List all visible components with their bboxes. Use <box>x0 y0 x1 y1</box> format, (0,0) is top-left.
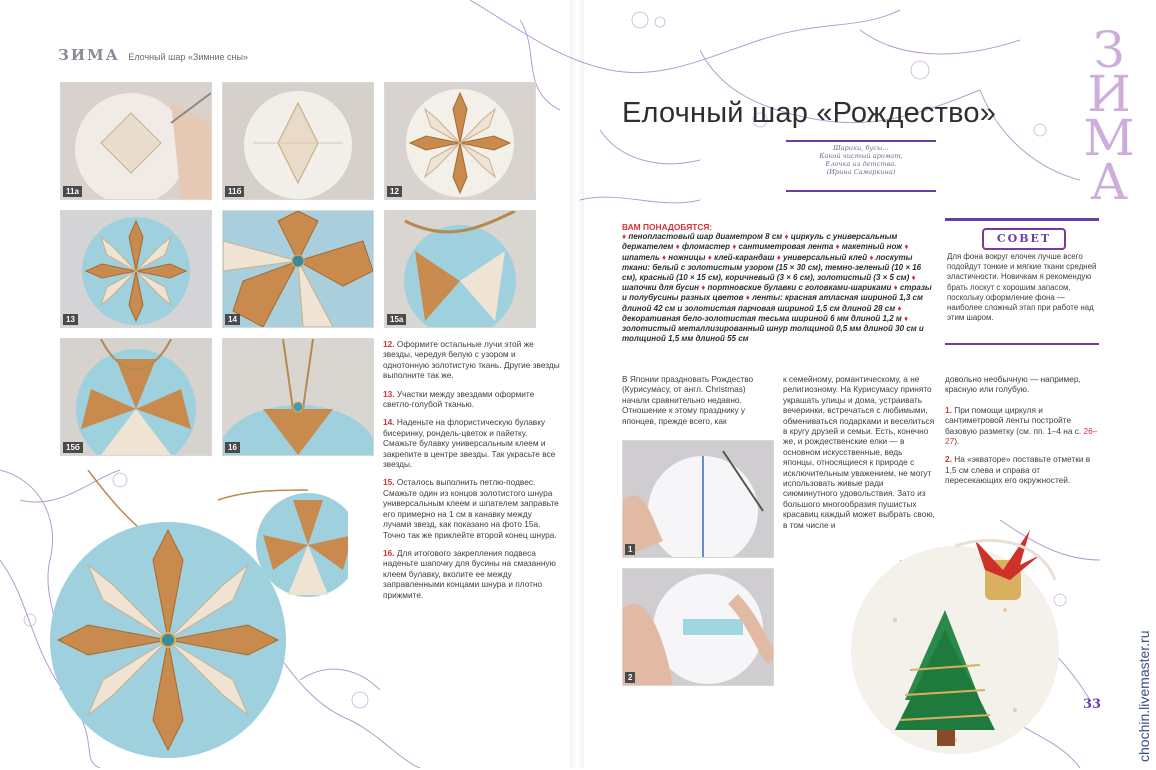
ball-illustration <box>385 211 535 327</box>
material-item: макетный нож <box>841 242 903 252</box>
step-photo-16 <box>222 338 374 456</box>
ball-illustration <box>223 83 373 199</box>
section-name: ЗИМА <box>58 46 120 64</box>
photo-number: 11а <box>63 186 82 197</box>
advice-text: Для фона вокруг елочек лучше всего подойдут тонкие и мягкие ткани средней эластичности. Новичкам я рекомендую брать лоскут с хорошим запасом, поскольку оформление фона — наиболее сложный этап при работе над этим шаром. <box>947 252 1097 323</box>
running-head-subtitle: Елочный шар «Зимние сны» <box>128 52 248 62</box>
photo-number: 2 <box>625 672 635 683</box>
photo-number: 15а <box>387 314 406 325</box>
intro-column-2: к семейному, романтическому, а не религиозному. На Курисумасу принято украшать улицы и дома, устраивать вечеринки, встречаться с любимыми, обмениваться подарками и веселиться в кругу друзей и семьи. Есть, конечно же, и рождественские елки — в основном искусственные, ведь японцы, относящиеся к природе с исключительным уважением, не могут использовать живые ради сиюминутного удовольствия. Зато из большого многообразия пушистых красавиц каждый может выбрать свою, в том числе и <box>783 374 935 530</box>
photo-number: 14 <box>225 314 240 325</box>
advice-bottom-rule <box>945 343 1099 345</box>
step-photo-15a <box>384 210 536 328</box>
step-item: 13. Участки между звездами оформите светло-голубой тканью. <box>383 388 535 410</box>
material-item: лоскуты ткани: белый с золотистым узором (15 × 30 см), темно-зеленый (10 × 16 см), красный (10 × 15 см), коричневый (3 × 6 см), золотистый (3 × 5 см) <box>622 252 922 283</box>
material-item: пенопластовый шар диаметром 8 см <box>628 232 783 242</box>
photo-number: 11б <box>225 186 244 197</box>
material-item: циркуль с универсальным держателем <box>622 232 898 252</box>
ball-illustration <box>61 83 211 199</box>
haiku-quote <box>786 140 936 192</box>
christmas-ornament-image <box>835 500 1075 768</box>
photo-number: 12 <box>387 186 402 197</box>
photo-number: 13 <box>63 314 78 325</box>
quote-line: Елочка из детства. <box>825 160 897 168</box>
step-photo-11b <box>222 82 374 200</box>
page-number: 33 <box>1083 697 1102 712</box>
step-photo-13 <box>60 210 212 328</box>
step-photo-14 <box>222 210 374 328</box>
instruction-steps <box>383 339 561 608</box>
intro-column-3-text: довольно необычную — например, красную или голубую. <box>945 374 1081 395</box>
photo-number: 1 <box>625 544 635 555</box>
material-item: фломастер <box>681 242 730 252</box>
step-item: 16. Для итогового закрепления подвеса наденьте шапочку для бусины на смазанную клеем булавку, вколите ее между заправленными концами шнура и плотно прижмите. <box>383 547 556 600</box>
finished-ornaments-image <box>28 470 348 770</box>
step-photo-12 <box>384 82 536 200</box>
step-photo-15b <box>60 338 212 456</box>
material-item: сантиметровая лента <box>738 242 834 252</box>
material-item: шпатель <box>622 252 660 262</box>
advice-box <box>945 218 1099 346</box>
intro-column-1: В Японии праздновать Рождество (Курисумасу, от англ. Christmas) начали сравнительно недавно. Отношение к этому празднику у японцев, прежде всего, как <box>622 374 754 426</box>
ball-illustration <box>61 211 211 327</box>
step-photo-2 <box>622 568 774 686</box>
step-item: 14. Наденьте на флористическую булавку бисеринку, рондель-цветок и пайетку. Смажьте булавку универсальным клеем и закрепите в центре звезды. Так украсьте все звезды. <box>383 417 556 470</box>
ball-illustration <box>623 569 773 685</box>
materials-heading: ВАМ ПОНАДОБЯТСЯ: <box>622 222 713 232</box>
material-item: декоративная бело-золотистая тесьма шириной 6 мм длиной 1,2 м <box>622 313 902 323</box>
zima-vertical-title: З И М А <box>1083 21 1135 211</box>
step-item: 1. При помощи циркуля и сантиметровой ленты постройте базовую разметку (см. пп. 1–4 на с. 26–27). <box>945 404 1098 447</box>
step-item: 12. Оформите остальные лучи этой же звезды, чередуя белую с узором и однотонную золотистую ткань. Другие звезды выполните так же. <box>383 339 560 381</box>
materials-list: ВАМ ПОНАДОБЯТСЯ: ♦ пенопластовый шар диаметром 8 см ♦ циркуль с универсальным держателем ♦ фломастер ♦ сантиметровая лента ♦ макетный нож ♦ шпатель ♦ ножницы ♦ клей-карандаш ♦ универсальный клей ♦ лоскуты ткани: белый с золотистым узором (15 × 30 см), темно-зеленый (10 × 16 см), красный (10 × 15 см), коричневый (3 × 6 см), золотистый (3 × 5 см) ♦ шапочки для бусин ♦ портновские булавки с головками-шариками ♦ стразы и полубусины разных цветов ♦ ленты: красная атласная шириной 1,3 см длиной 42 см и золотистая парчовая шириной 1,5 см длиной 28 см ♦ декоративная бело-золотистая тесьма шириной 6 мм длиной 1,2 м ♦ золотистый металлизированный шнур толщиной 0,5 мм длиной 30 см и толщиной 1,5 мм длиной 55 см <box>622 222 932 344</box>
step-photo-1 <box>622 440 774 558</box>
material-item: ножницы <box>668 252 706 262</box>
ball-illustration <box>223 211 373 327</box>
quote-line: Шарики, бусы… <box>833 144 889 152</box>
advice-heading: СОВЕТ <box>982 228 1066 250</box>
material-item: универсальный клей <box>783 252 868 262</box>
quote-line: Какой чистый аромат, <box>819 152 903 160</box>
material-item: клей-карандаш <box>714 252 775 262</box>
watermark: chochin.livemaster.ru <box>1136 630 1152 762</box>
step-photo-11a <box>60 82 212 200</box>
ball-illustration <box>61 339 211 455</box>
photo-number: 15б <box>63 442 83 453</box>
intro-column-3 <box>945 374 1099 486</box>
ball-illustration <box>623 441 773 557</box>
ball-illustration <box>385 83 535 199</box>
step-item: 2. На «экваторе» поставьте отметки в 1,5 см слева и справа от пересекающих его окружностей. <box>945 454 1091 486</box>
ball-illustration <box>223 339 373 455</box>
material-item: шапочки для бусин <box>622 283 699 293</box>
material-item: портновские булавки с головками-шариками <box>707 283 892 293</box>
material-item: ленты: красная атласная шириной 1,3 см длиной 42 см и золотистая парчовая шириной 1,5 см длиной 28 см <box>622 293 923 313</box>
quote-author: (Ирина Самаркина) <box>826 168 896 176</box>
article-title: Елочный шар «Рождество» <box>622 97 997 130</box>
spread-gutter <box>570 0 584 768</box>
step-item: 15. Осталось выполнить петлю-подвес. Смажьте один из концов золотистого шнура универсальным клеем и шпателем заправьте его примерно на 1 см в канавку между лучами звезд, как показано на фото 15а. Точно так же приклейте второй конец шнура. <box>383 477 559 540</box>
material-item: золотистый металлизированный шнур толщиной 0,5 мм длиной 30 см и толщиной 1,5 мм длиной 55 см <box>622 324 924 344</box>
advice-top-rule <box>945 218 1099 221</box>
photo-number: 16 <box>225 442 240 453</box>
page-reference: 26–27 <box>945 425 1098 447</box>
material-item: стразы и полубусины разных цветов <box>622 283 932 303</box>
running-head <box>58 46 248 64</box>
